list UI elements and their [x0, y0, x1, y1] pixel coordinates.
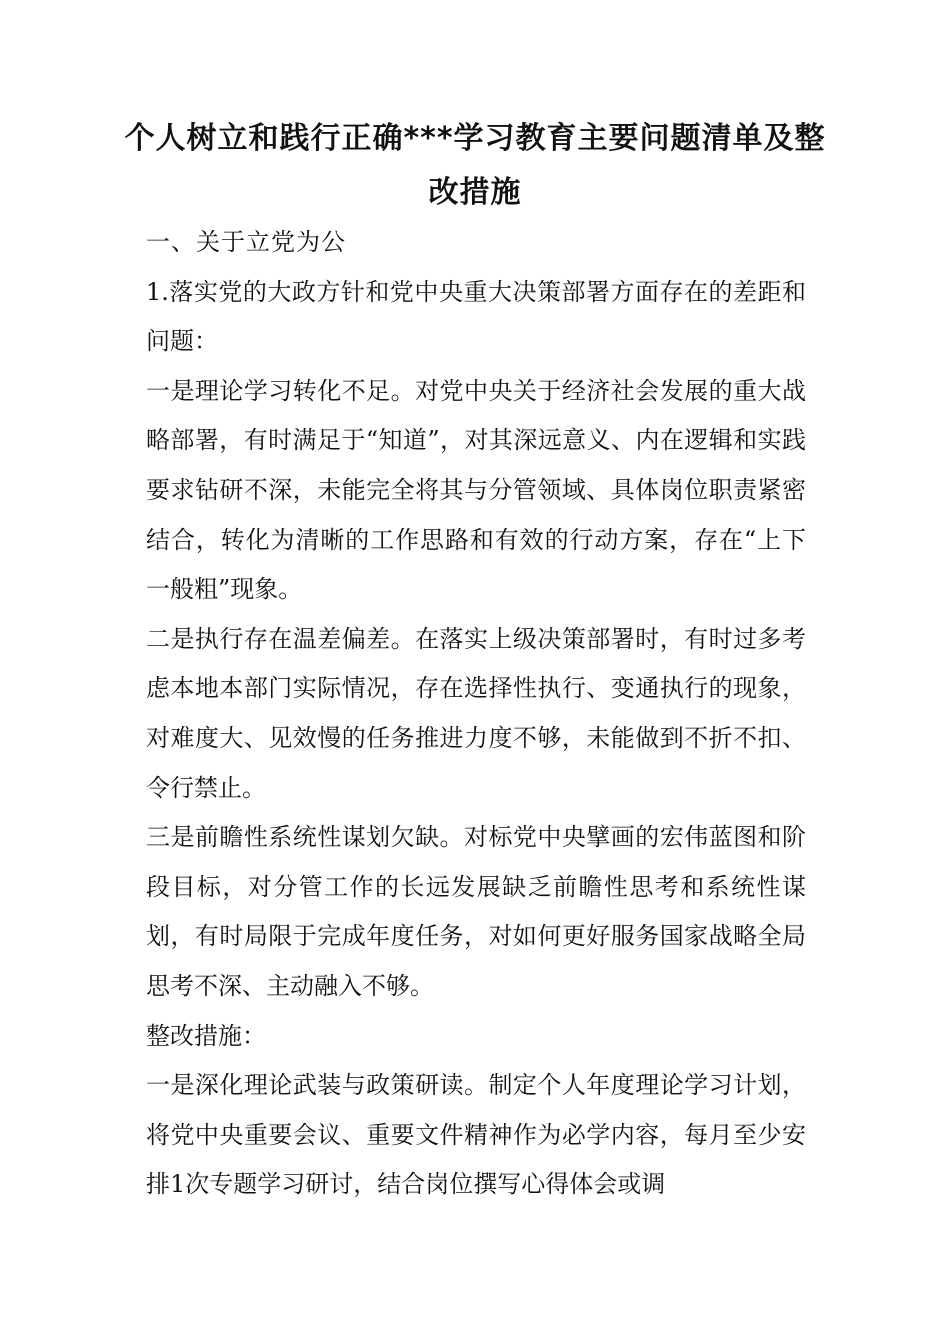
body-paragraph: 一是理论学习转化不足。对党中央关于经济社会发展的重大战略部署，有时满足于“知道”，对其深远意义、内在逻辑和实践要求钻研不深，未能完全将其与分管领域、具体岗位职责紧密结合，转化为清晰的工作思路和有效的行动方案，存在“上下一般粗”现象。 — [146, 376, 806, 604]
body-paragraph: 二是执行存在温差偏差。在落实上级决策部署时，有时过多考虑本地本部门实际情况，存在选择性执行、变通执行的现象，对难度大、见效慢的任务推进力度不够，未能做到不折不扣、令行禁止。 — [146, 624, 806, 802]
document-body — [146, 218, 806, 1210]
section-heading: 一、关于立党为公 — [146, 228, 346, 256]
document-title: 个人树立和践行正确***学习教育主要问题清单及整改措施 — [124, 121, 826, 210]
body-paragraph: 三是前瞻性系统性谋划欠缺。对标党中央擘画的宏伟蓝图和阶段目标，对分管工作的长远发展缺乏前瞻性思考和系统性谋划，有时局限于完成年度任务，对如何更好服务国家战略全局思考不深、主动融入不够。 — [146, 823, 806, 1000]
body-paragraph: 一是深化理论武装与政策研读。制定个人年度理论学习计划，将党中央重要会议、重要文件精神作为必学内容，每月至少安排1次专题学习研讨，结合岗位撰写心得体会或调 — [146, 1071, 806, 1199]
subsection-heading: 1.落实党的大政方针和党中央重大决策部署方面存在的差距和问题： — [146, 277, 806, 356]
measures-heading: 整改措施： — [146, 1021, 266, 1050]
